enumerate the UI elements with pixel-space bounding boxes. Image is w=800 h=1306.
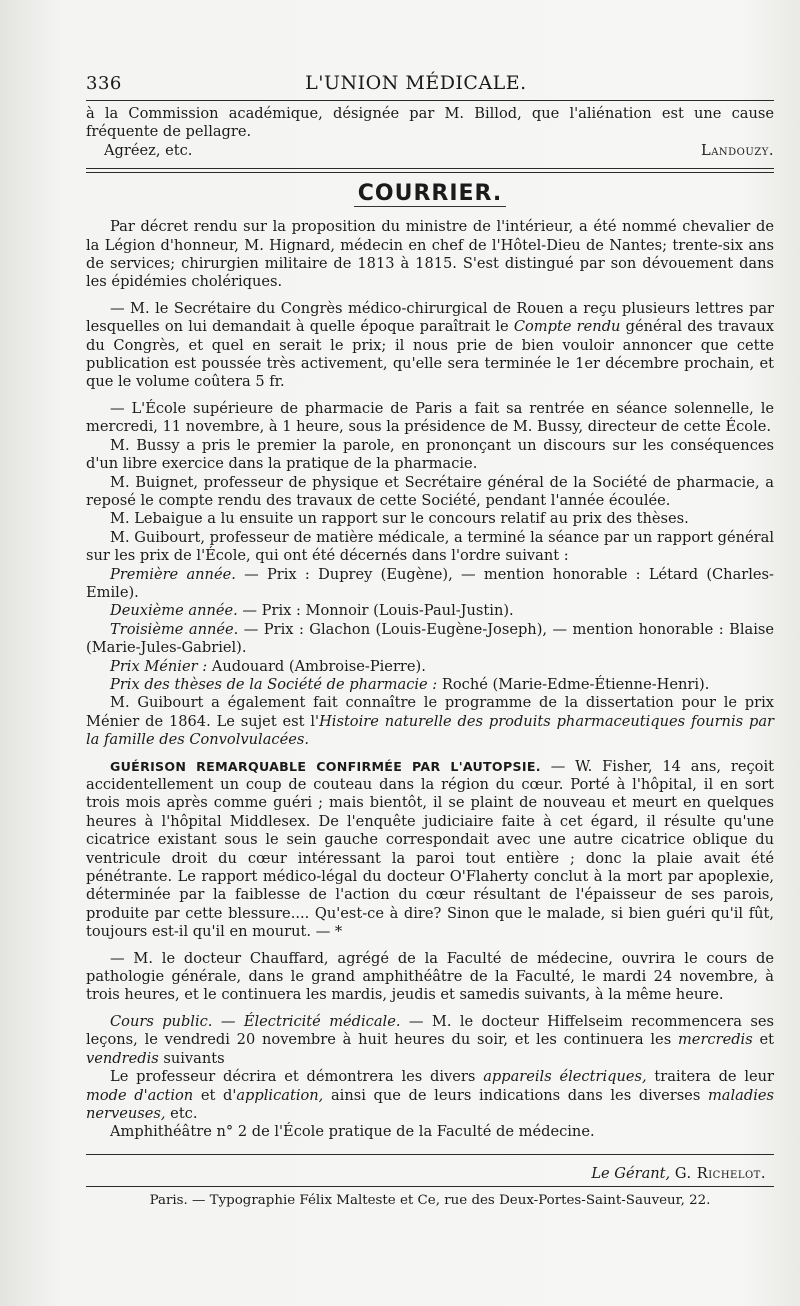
prize-line: Première année. — Prix : Duprey (Eugène), — mention honorable : Létard (Charles-Emile). <box>86 565 774 601</box>
footer-rule-2 <box>86 1186 774 1187</box>
paragraph-lebaigue: M. Lebaigue a lu ensuite un rapport sur le concours relatif au prix des thèses. <box>110 510 689 528</box>
prize-line: Prix des thèses de la Société de pharmacie : Roché (Marie-Edme-Étienne-Henri). <box>110 675 710 693</box>
paragraph-guerison: GUÉRISON REMARQUABLE CONFIRMÉE PAR L'AUTOPSIE. — W. Fisher, 14 ans, reçoit accidentellement un coup de couteau dans la région du cœur. Porté à l'hôpital, il en sort trois mois après comme guéri ; mais bientôt, il se plaint de nouveau et meurt en quelques heures à l'hôpital Middlesex. De l'enquête judiciaire faite à cet égard, il résulte qu'une cicatrice existant sous le sein gauche correspondait avec une autre cicatrice oblique du ventricule droit du cœur intéressant la paroi tout entière ; donc la plaie avait été pénétrante. Le rapport médico-légal du docteur O'Flaherty conclut à la mort par apoplexie, déterminée par la faiblesse de l'action du cœur résultant de l'épaisseur de ses parois, produite par cette blessure.... Qu'est-ce à dire? Sinon que le malade, si bien guéri qu'il fût, toujours est-il qu'il en mourut. — * <box>86 757 774 941</box>
letter-closing: Agréez, etc. <box>104 141 193 159</box>
section-rule <box>86 168 774 173</box>
printer-text: Paris. — Typographie Félix Malteste et Ce, rue des Deux-Portes-Saint-Sauveur, 22. <box>149 1192 711 1208</box>
header-rule <box>86 100 774 101</box>
running-header <box>86 72 774 94</box>
paragraph-legion-honneur: Par décret rendu sur la proposition du ministre de l'intérieur, a été nommé chevalier de la Légion d'honneur, M. Hignard, médecin en chef de l'Hôtel-Dieu de Nantes; trente-six ans de services; chirurgien militaire de 1813 à 1815. S'est distingué par son dévouement dans les épidémies cholériques. <box>86 218 774 291</box>
paragraph-cours-public: Cours public. — Électricité médicale. — M. le docteur Hiffelseim recommencera ses leçons, le vendredi 20 novembre à huit heures du soir, et les continuera les mercredis et vendredis suivants <box>86 1012 774 1067</box>
paragraph-chauffard: — M. le docteur Chauffard, agrégé de la Faculté de médecine, ouvrira le cours de pathologie générale, dans le grand amphithéâtre de la Faculté, le mardi 24 novembre, à trois heures, et le continuera les mardis, jeudis et samedis suivants, à la même heure. <box>86 949 774 1004</box>
section-title-text: COURRIER. <box>354 181 507 207</box>
letter-signature-line <box>86 142 774 160</box>
prize-line: Troisième année. — Prix : Glachon (Louis-Eugène-Joseph), — mention honorable : Blaise (Marie-Jules-Gabriel). <box>86 620 774 657</box>
journal-title: L'UNION MÉDICALE. <box>305 72 527 94</box>
paragraph-ecole-pharmacie: — L'École supérieure de pharmacie de Paris a fait sa rentrée en séance solennelle, le mercredi, 11 novembre, à 1 heure, sous la présidence de M. Bussy, directeur de cette École. <box>86 399 774 436</box>
paragraph-prix-menier: M. Guibourt a également fait connaître le programme de la dissertation pour le prix Ménier de 1864. Le sujet est l'Histoire naturelle des produits pharmaceutiques fournis par la famille des Convolvulacées. <box>86 694 774 749</box>
paragraph-bussy: M. Bussy a pris le premier la parole, en prononçant un discours sur les conséquences d'un libre exercice dans la pratique de la pharmacie. <box>86 436 774 473</box>
paragraph-guibourt: M. Guibourt, professeur de matière médicale, a terminé la séance par un rapport général sur les prix de l'École, qui ont été décernés dans l'ordre suivant : <box>86 528 774 565</box>
section-title <box>86 181 774 206</box>
gerant-name: G. Richelot. <box>674 1164 766 1182</box>
letter-closing-text: à la Commission académique, désignée par M. Billod, que l'aliénation est une cause fréquente de pellagre. <box>86 105 774 141</box>
paragraph-amphitheatre: Amphithéâtre n° 2 de l'École pratique de la Faculté de médecine. <box>110 1123 595 1141</box>
footer-rule <box>86 1154 774 1155</box>
paragraph-buignet: M. Buignet, professeur de physique et Secrétaire général de la Société de pharmacie, a reposé le compte rendu des travaux de cette Société, pendant l'année écoulée. <box>86 473 774 509</box>
printer-imprint <box>86 1193 774 1208</box>
guerison-heading: GUÉRISON REMARQUABLE CONFIRMÉE PAR L'AUTOPSIE. <box>110 758 541 774</box>
paragraph-professeur: Le professeur décrira et démontrera les divers appareils électriques, traitera de leur mode d'action et d'application, ainsi que de leurs indications dans les diverses maladies nerveuses, etc. <box>86 1068 775 1122</box>
gerant-label: Le Gérant, <box>591 1164 671 1182</box>
page-number: 336 <box>86 73 122 94</box>
prize-line: Deuxième année. — Prix : Monnoir (Louis-Paul-Justin). <box>110 602 514 620</box>
prize-line: Prix Ménier : Audouard (Ambroise-Pierre). <box>110 657 426 675</box>
paragraph-congres-rouen: — M. le Secrétaire du Congrès médico-chirurgical de Rouen a reçu plusieurs lettres par lesquelles on lui demandait à quelle époque paraîtrait le Compte rendu général des travaux du Congrès, et quel en serait le prix; il nous prie de bien vouloir annoncer que cette publication est poussée très activement, qu'elle sera terminée le 1er décembre prochain, et que le volume coûtera 5 fr. <box>86 299 774 391</box>
letter-signature: Landouzy. <box>701 141 774 159</box>
gerant-line <box>86 1165 766 1182</box>
